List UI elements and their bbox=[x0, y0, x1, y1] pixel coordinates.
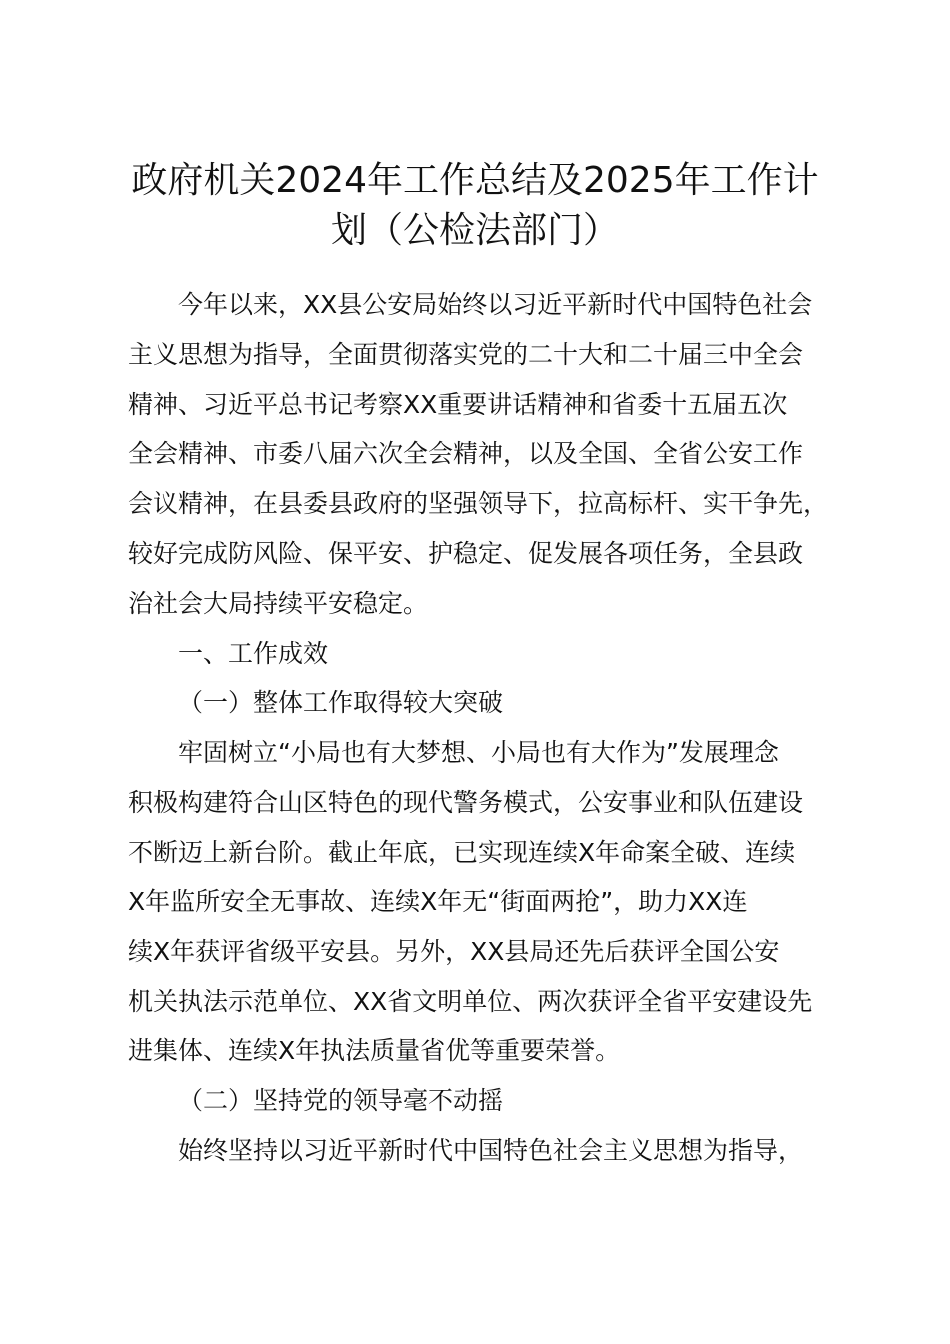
paragraph-line: 会议精神，在县委县政府的坚强领导下，拉高标杆、实干争先， bbox=[128, 489, 829, 518]
subsection-heading: （一）整体工作取得较大突破 bbox=[178, 688, 504, 717]
paragraph-line: X年监所安全无事故、连续X年无“街面两抢”，助力XX连 bbox=[128, 887, 748, 916]
paragraph-line: 积极构建符合山区特色的现代警务模式，公安事业和队伍建设 bbox=[128, 788, 804, 817]
title-line-2: 划（公检法部门） bbox=[330, 210, 619, 251]
paragraph-line: 今年以来，XX县公安局始终以习近平新时代中国特色社会 bbox=[178, 290, 813, 319]
paragraph-line: 治社会大局持续平安稳定。 bbox=[128, 589, 429, 618]
paragraph-line: 续X年获评省级平安县。另外，XX县局还先后获评全国公安 bbox=[128, 937, 780, 966]
paragraph-line: 牢固树立“小局也有大梦想、小局也有大作为”发展理念 bbox=[178, 738, 779, 767]
document-title bbox=[110, 156, 840, 256]
title-line-1: 政府机关2024年工作总结及2025年工作计 bbox=[131, 160, 819, 201]
section-heading: 一、工作成效 bbox=[178, 639, 329, 668]
paragraph-line: 进集体、连续X年执法质量省优等重要荣誉。 bbox=[128, 1036, 621, 1065]
paragraph-line: 始终坚持以习近平新时代中国特色社会主义思想为指导， bbox=[178, 1136, 804, 1165]
paragraph-line: 主义思想为指导，全面贯彻落实党的二十大和二十届三中全会 bbox=[128, 340, 804, 369]
paragraph-line: 机关执法示范单位、XX省文明单位、两次获评全省平安建设先 bbox=[128, 987, 813, 1016]
paragraph-line: 不断迈上新台阶。截止年底，已实现连续X年命案全破、连续 bbox=[128, 838, 796, 867]
subsection-heading: （二）坚持党的领导毫不动摇 bbox=[178, 1086, 504, 1115]
paragraph-line: 较好完成防风险、保平安、护稳定、促发展各项任务，全县政 bbox=[128, 539, 804, 568]
paragraph-line: 全会精神、市委八届六次全会精神，以及全国、全省公安工作 bbox=[128, 439, 804, 468]
paragraph-line: 精神、习近平总书记考察XX重要讲话精神和省委十五届五次 bbox=[128, 390, 788, 419]
